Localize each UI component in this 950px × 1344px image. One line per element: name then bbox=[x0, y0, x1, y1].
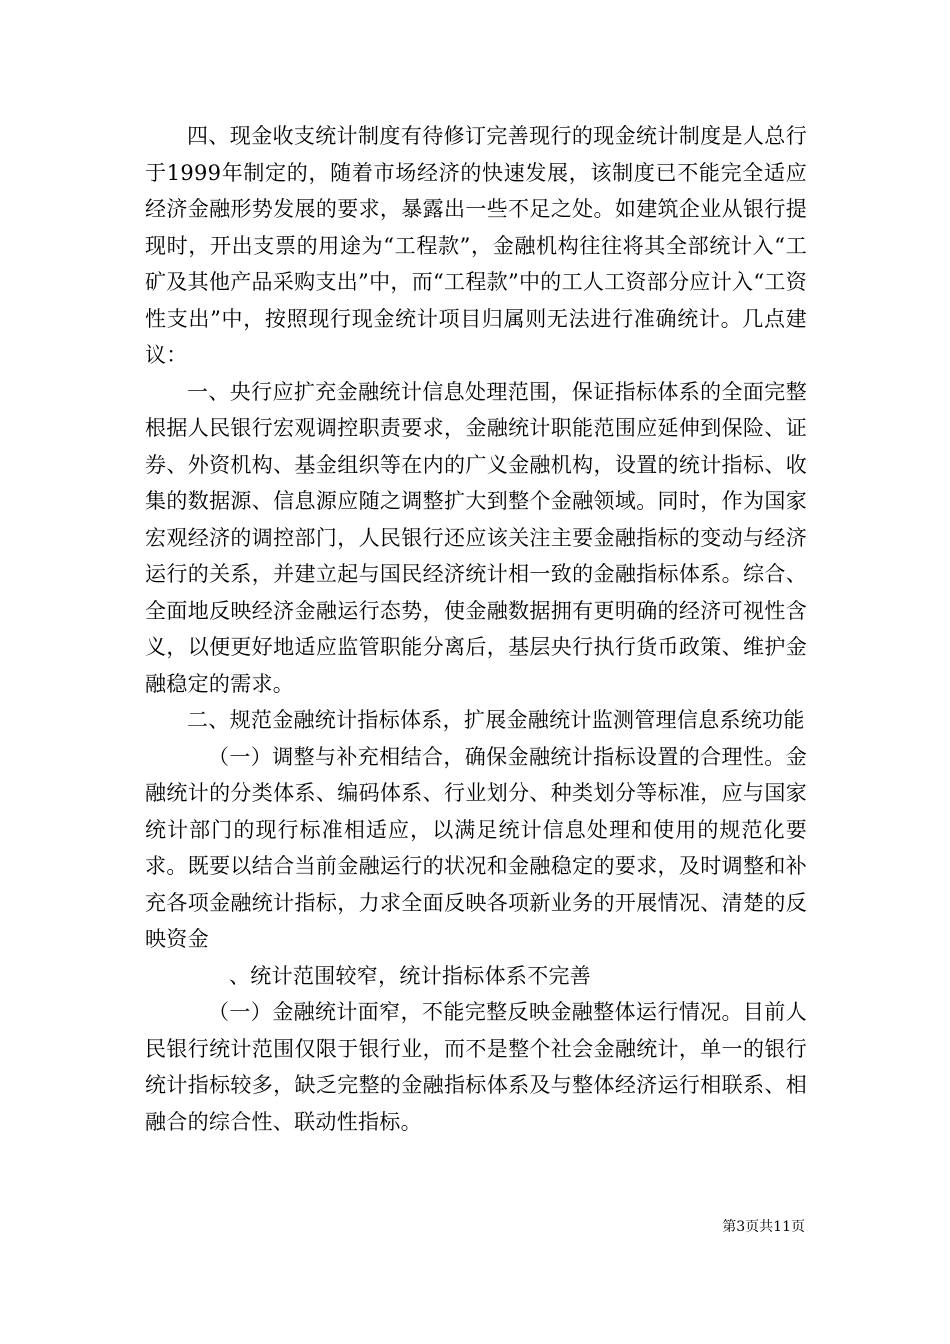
paragraph-suggestion-one: 一、央行应扩充金融统计信息处理范围，保证指标体系的全面完整根据人民银行宏观调控职责要求，金融统计职能范围应延伸到保险、证券、外资机构、基金组织等在内的广义金融机构，设置的统计指标、收集的数据源、信息源应随之调整扩大到整个金融领域。同时，作为国家宏观经济的调控部门，人民银行还应该关注主要金融指标的变动与经济运行的关系，并建立起与国民经济统计相一致的金融指标体系。综合、全面地反映经济金融运行态势，使金融数据拥有更明确的经济可视性含义，以便更好地适应监管职能分离后，基层央行执行货币政策、维护金融稳定的需求。 bbox=[145, 379, 807, 696]
paragraph-cash-statistics: 四、现金收支统计制度有待修订完善现行的现金统计制度是人总行于1999年制定的，随着市场经济的快速发展，该制度已不能完全适应经济金融形势发展的要求，暴露出一些不足之处。如建筑企业从银行提现时，开出支票的用途为“工程款”，金融机构往往将其全部统计入“工矿及其他产品采购支出”中，而“工程款”中的工人工资部分应计入“工资性支出”中，按照现行现金统计项目归属则无法进行准确统计。几点建议： bbox=[145, 124, 807, 367]
paragraph-suggestion-two-heading: 二、规范金融统计指标体系，扩展金融统计监测管理信息系统功能 bbox=[187, 708, 805, 732]
paragraph-adjust-supplement: （一）调整与补充相结合，确保金融统计指标设置的合理性。金融统计的分类体系、编码体系、行业划分、种类划分等标准，应与国家统计部门的现行标准相适应，以满足统计信息处理和使用的规范化要求。既要以结合当前金融运行的状况和金融稳定的要求，及时调整和补充各项金融统计指标，力求全面反映各项新业务的开展情况、清楚的反映资金 bbox=[145, 744, 807, 951]
page-number-footer: 第3页共11页 bbox=[722, 1219, 805, 1235]
paragraph-scope-narrow-heading: 、统计范围较窄，统计指标体系不完善 bbox=[229, 963, 592, 988]
paragraph-statistics-narrow: （一）金融统计面窄，不能完整反映金融整体运行情况。目前人民银行统计范围仅限于银行业，而不是整个社会金融统计，单一的银行统计指标较多，缺乏完整的金融指标体系及与整体经济运行相联系、相融合的综合性、联动性指标。 bbox=[145, 1000, 807, 1134]
document-body bbox=[145, 118, 807, 1140]
